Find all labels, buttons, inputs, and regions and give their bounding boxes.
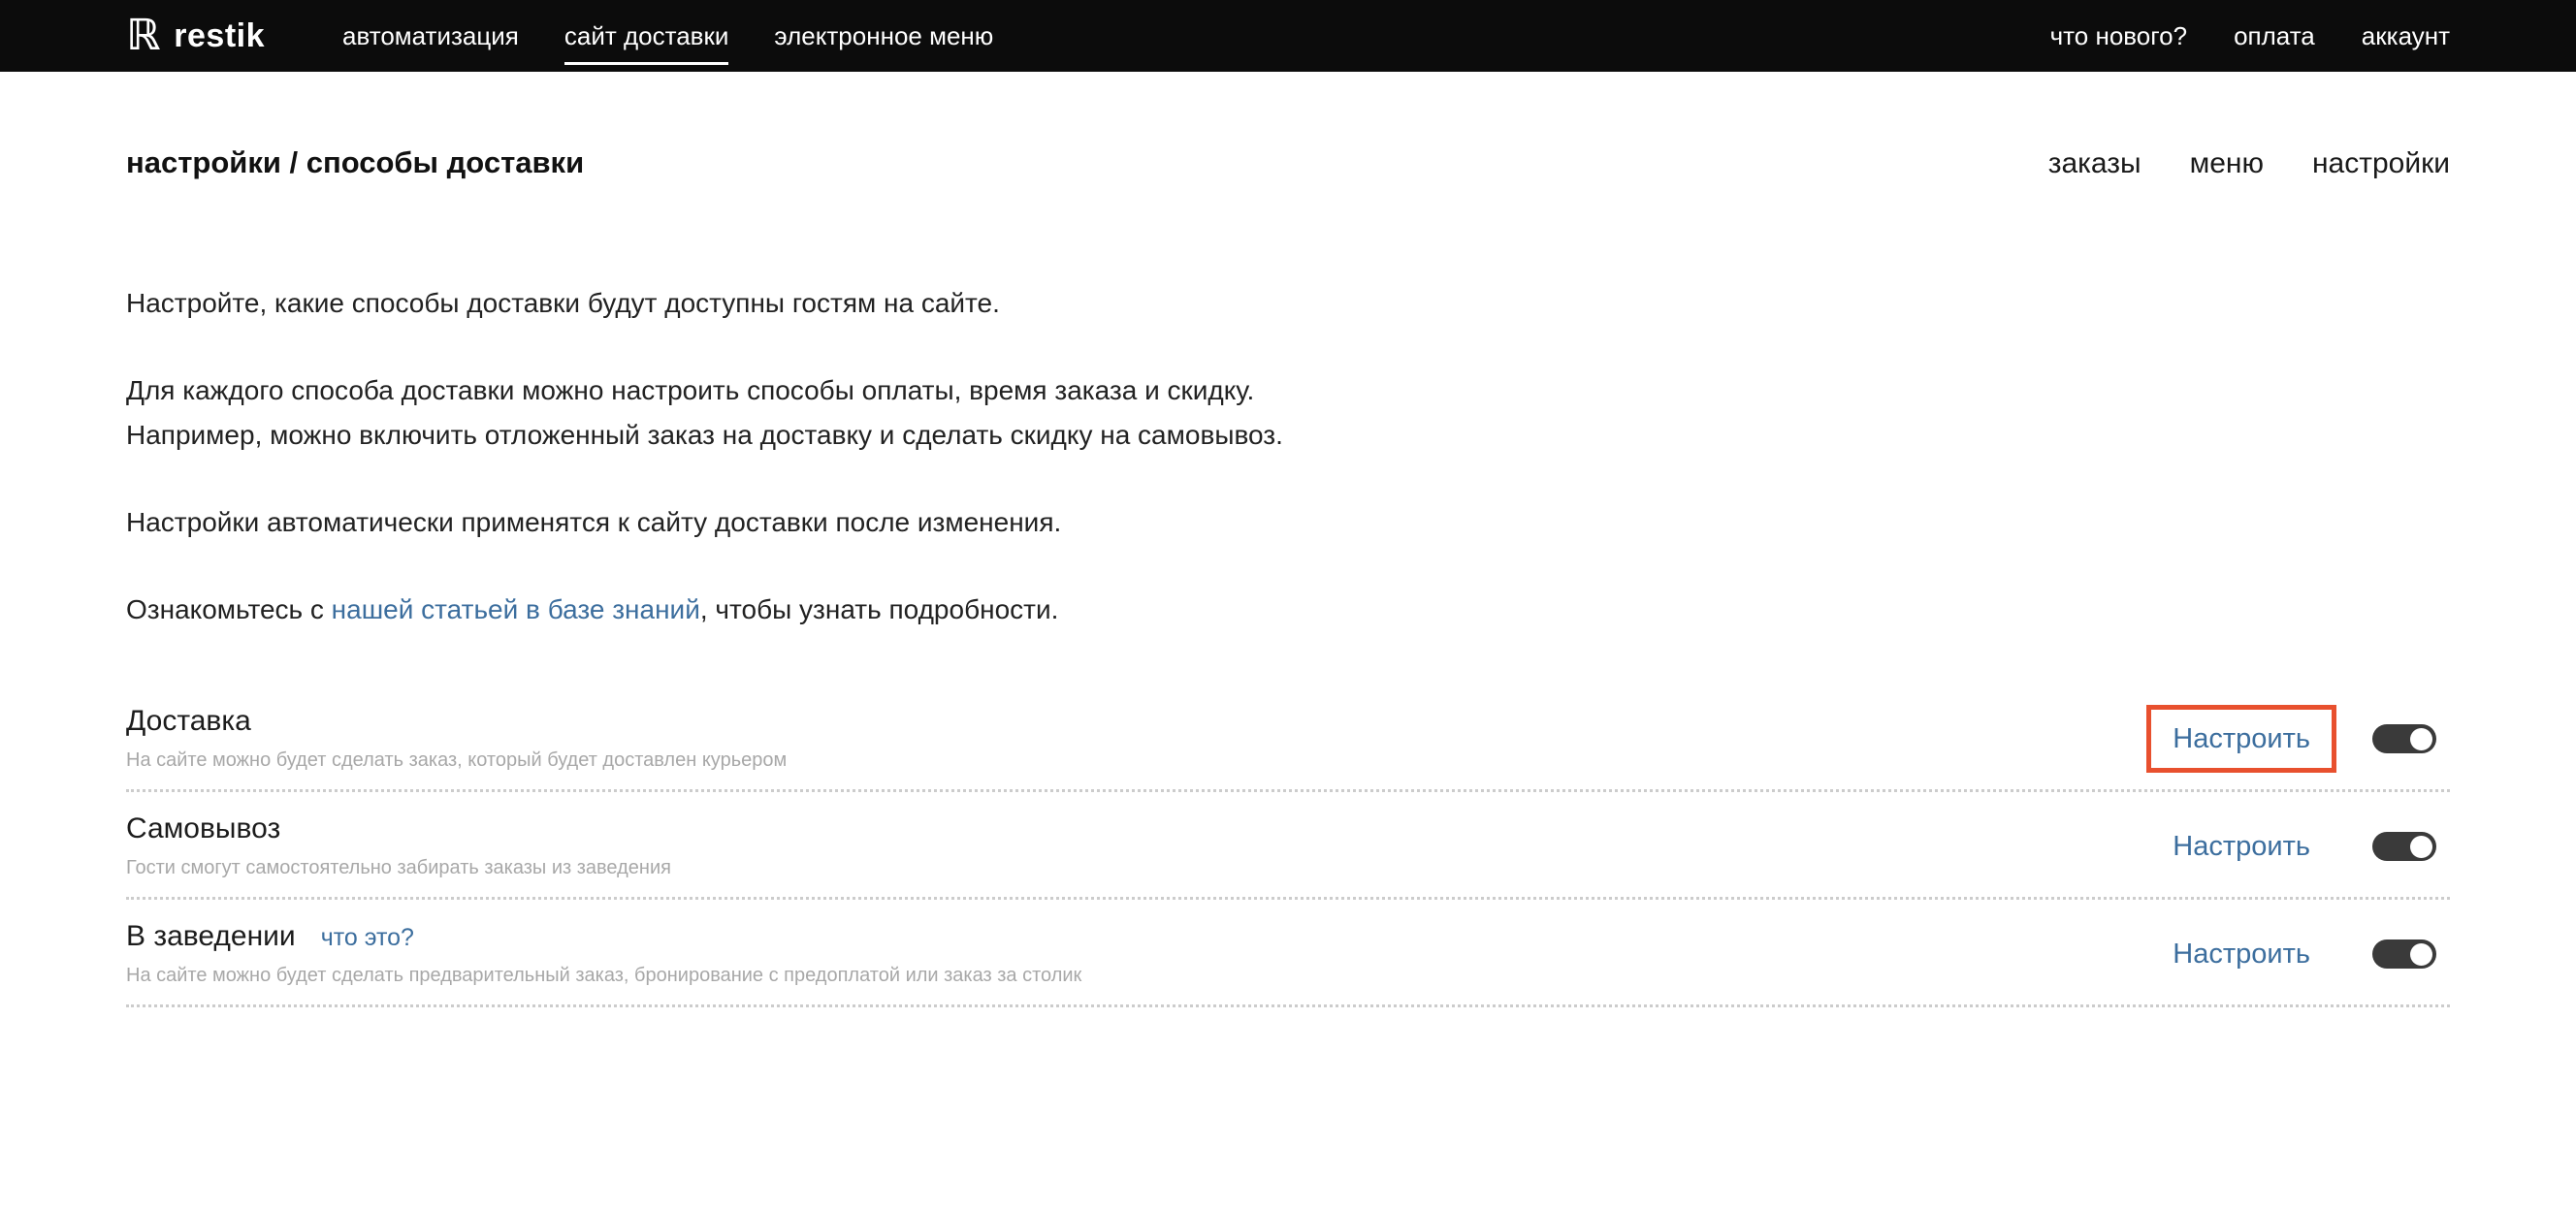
header-nav xyxy=(2048,147,2450,180)
page-title: настройки / способы доставки xyxy=(126,145,585,179)
header-link-settings[interactable]: настройки xyxy=(2311,147,2450,179)
topbar-link-whats-new[interactable]: что нового? xyxy=(2049,20,2188,50)
intro-paragraph-2-line1: Для каждого способа доставки можно настроить способы оплаты, время заказа и скидку. xyxy=(126,375,1255,405)
delivery-methods-list xyxy=(126,685,2450,1007)
delivery-method-row-inhouse xyxy=(126,900,2450,1007)
row-delivery-description: На сайте можно будет сделать заказ, который будет доставлен курьером xyxy=(126,749,788,771)
row-inhouse-what-is-it-link[interactable]: что это? xyxy=(320,924,414,951)
topbar-link-delivery-site[interactable]: сайт доставки xyxy=(564,20,729,50)
row-delivery-toggle[interactable] xyxy=(2372,724,2436,753)
row-inhouse-action-wrap xyxy=(2173,937,2310,971)
restik-logo-icon: ℝ xyxy=(126,11,161,60)
topbar xyxy=(0,0,2576,72)
row-pickup-info xyxy=(126,812,671,881)
topbar-right-nav xyxy=(2050,21,2450,51)
topbar-link-automation[interactable]: автоматизация xyxy=(342,20,519,50)
intro-paragraph-4-before: Ознакомьтесь с xyxy=(126,594,332,624)
topbar-nav xyxy=(342,21,993,51)
intro-paragraph-2-line2: Например, можно включить отложенный заказ на доставку и сделать скидку на самовывоз. xyxy=(126,420,1283,450)
row-inhouse-toggle[interactable] xyxy=(2372,939,2436,969)
header-link-orders[interactable]: заказы xyxy=(2047,147,2141,179)
row-delivery-title: Доставка xyxy=(126,705,251,737)
intro-paragraph-4-after: , чтобы узнать подробности. xyxy=(699,594,1059,624)
row-inhouse-description: На сайте можно будет сделать предварительный заказ, бронирование с предоплатой или заказ за столик xyxy=(126,965,1082,986)
intro-paragraph-3: Настройки автоматически применятся к сайту доставки после изменения. xyxy=(126,507,1062,537)
delivery-method-row-delivery xyxy=(126,685,2450,792)
intro-section xyxy=(126,281,2450,632)
row-pickup-controls xyxy=(2173,829,2450,864)
row-delivery-info xyxy=(126,704,787,774)
topbar-link-account[interactable]: аккаунт xyxy=(2361,20,2450,50)
row-delivery-controls xyxy=(2173,721,2450,756)
row-inhouse-controls xyxy=(2173,937,2450,971)
intro-paragraph-2 xyxy=(126,368,2450,458)
header-link-menu[interactable]: меню xyxy=(2189,147,2264,179)
knowledge-base-link[interactable]: нашей статьей в базе знаний xyxy=(331,594,700,624)
row-pickup-description: Гости смогут самостоятельно забирать заказы из заведения xyxy=(126,857,671,878)
row-pickup-configure-button[interactable]: Настроить xyxy=(2173,831,2310,862)
row-inhouse-info xyxy=(126,919,1081,989)
page-header xyxy=(126,142,2450,184)
row-pickup-toggle[interactable] xyxy=(2372,832,2436,861)
delivery-method-row-pickup xyxy=(126,792,2450,900)
row-inhouse-title: В заведении xyxy=(126,920,296,952)
restik-logo-text: restik xyxy=(174,16,265,54)
topbar-link-payment[interactable]: оплата xyxy=(2234,20,2315,50)
restik-logo[interactable] xyxy=(126,11,265,60)
row-delivery-action-wrap xyxy=(2173,721,2310,756)
intro-paragraph-1: Настройте, какие способы доставки будут доступны гостям на сайте. xyxy=(126,288,1000,318)
row-inhouse-configure-button[interactable]: Настроить xyxy=(2173,939,2310,970)
intro-paragraph-4 xyxy=(126,588,2450,632)
topbar-link-emenu[interactable]: электронное меню xyxy=(774,20,994,50)
row-delivery-configure-button[interactable]: Настроить xyxy=(2173,723,2310,754)
row-pickup-title: Самовывоз xyxy=(126,812,281,844)
row-pickup-action-wrap xyxy=(2173,829,2310,864)
